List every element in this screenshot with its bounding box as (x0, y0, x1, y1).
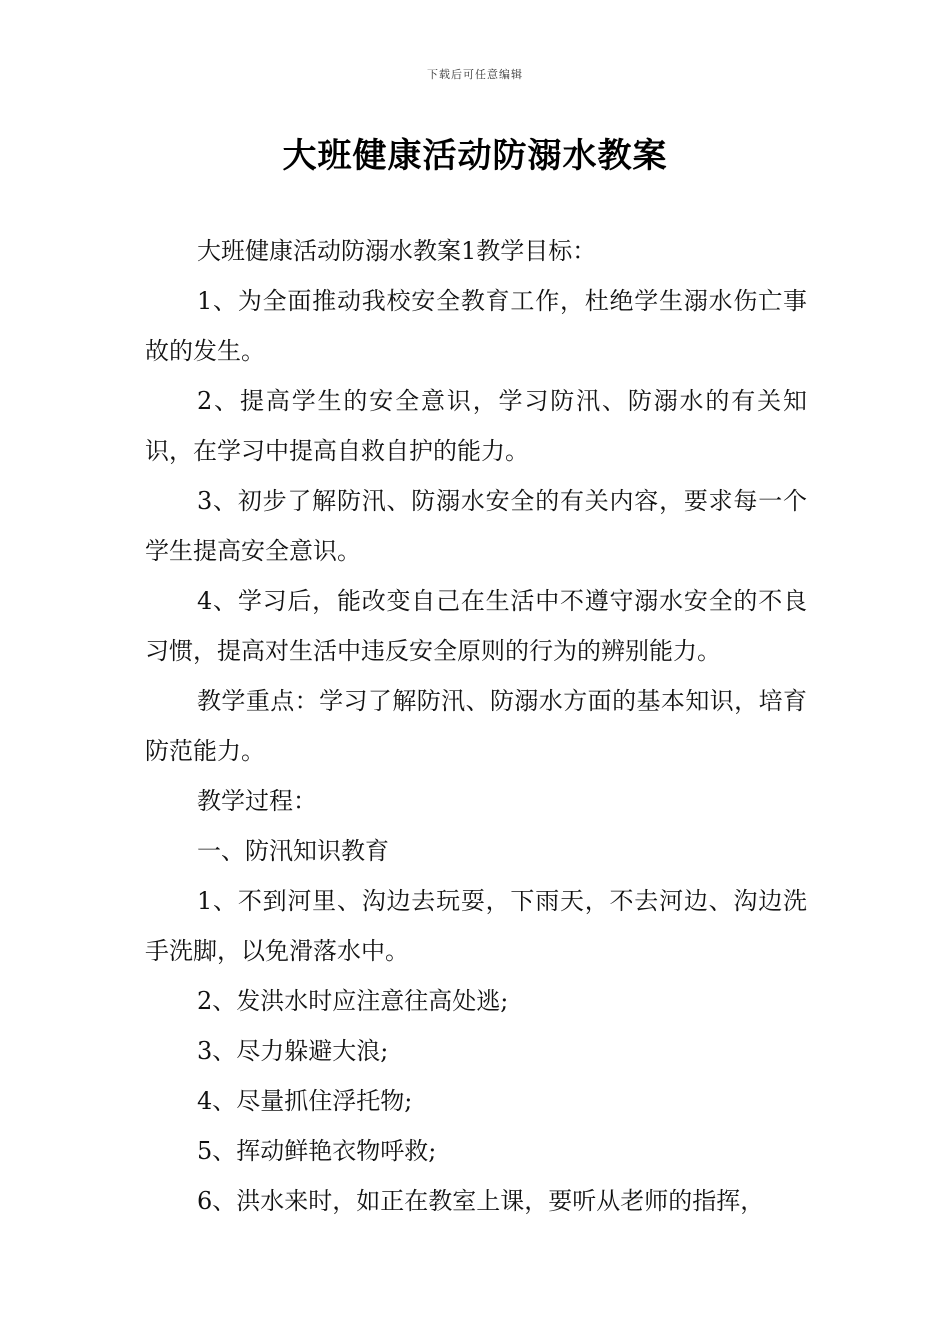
paragraph-flood-5: 5、挥动鲜艳衣物呼救; (197, 1137, 437, 1165)
paragraph-process-heading: 教学过程： (197, 787, 317, 815)
document-body (145, 226, 807, 1226)
paragraph-intro: 大班健康活动防溺水教案1教学目标： (197, 237, 597, 265)
paragraph-flood-1: 1、不到河里、沟边去玩耍，下雨天，不去河边、沟边洗手洗脚，以免滑落水中。 (145, 887, 807, 965)
paragraph-key-point: 教学重点：学习了解防汛、防溺水方面的基本知识，培育防范能力。 (145, 687, 807, 765)
paragraph-section-heading: 一、防汛知识教育 (197, 837, 389, 865)
paragraph-goal-3: 3、初步了解防汛、防溺水安全的有关内容，要求每一个学生提高安全意识。 (145, 487, 807, 565)
header-note: 下载后可任意编辑 (427, 68, 523, 81)
paragraph-flood-3: 3、尽力躲避大浪; (197, 1037, 389, 1065)
paragraph-flood-4: 4、尽量抓住浮托物; (197, 1087, 413, 1115)
paragraph-goal-1: 1、为全面推动我校安全教育工作，杜绝学生溺水伤亡事故的发生。 (145, 287, 807, 365)
paragraph-flood-2: 2、发洪水时应注意往高处逃; (197, 987, 509, 1015)
paragraph-goal-2: 2、提高学生的安全意识，学习防汛、防溺水的有关知识，在学习中提高自救自护的能力。 (145, 387, 807, 465)
document-title: 大班健康活动防溺水教案 (282, 136, 668, 176)
paragraph-flood-6: 6、洪水来时，如正在教室上课，要听从老师的指挥， (197, 1187, 765, 1215)
paragraph-goal-4: 4、学习后，能改变自己在生活中不遵守溺水安全的不良习惯，提高对生活中违反安全原则的行为的辨别能力。 (145, 587, 807, 665)
